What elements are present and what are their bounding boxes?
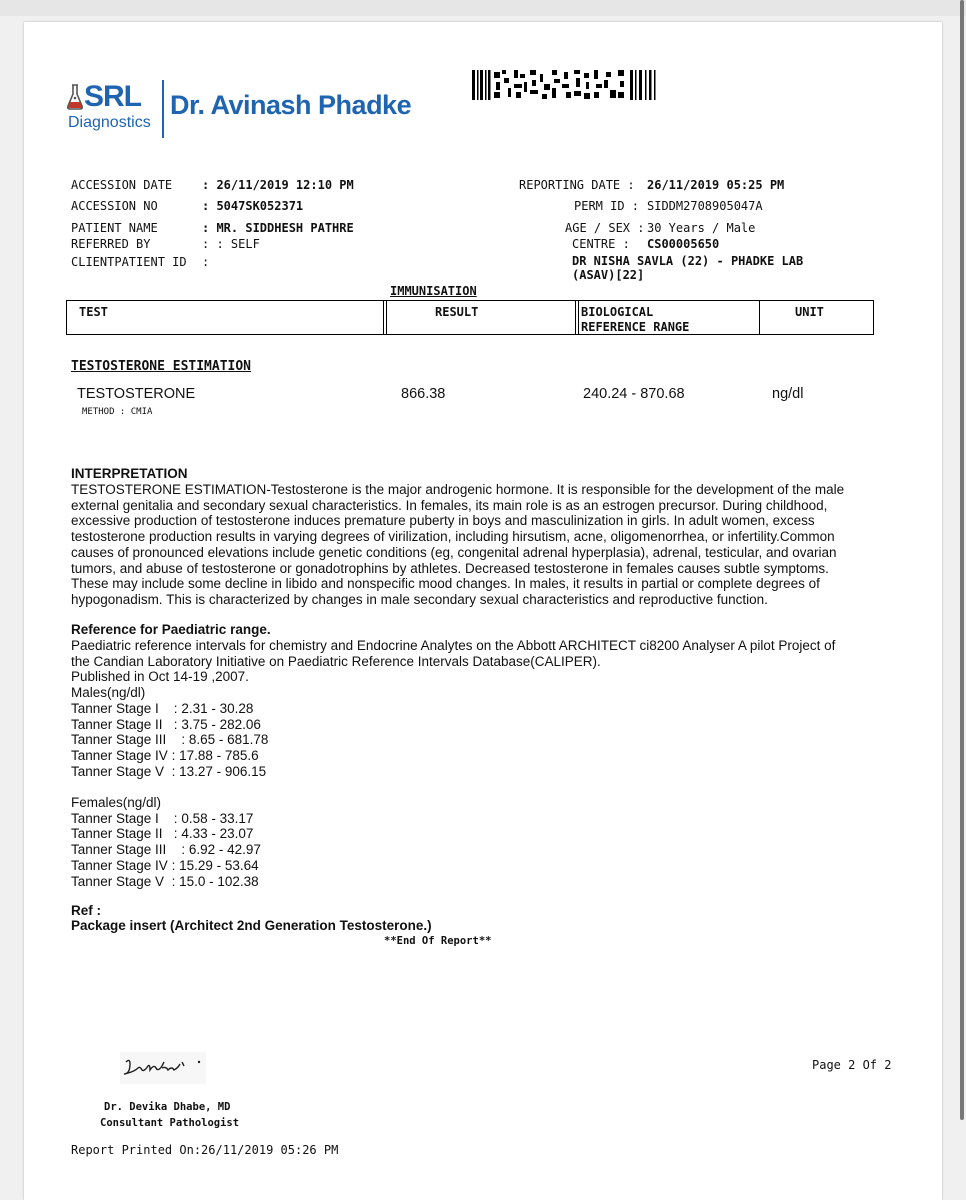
result-test-name: TESTOSTERONE <box>77 386 196 402</box>
scrollbar[interactable] <box>960 0 964 1120</box>
ref-title: Ref : <box>71 903 101 918</box>
column-divider <box>759 301 760 334</box>
interpretation-line: TESTOSTERONE ESTIMATION-Testosterone is the major androgenic hormone. It is responsible for the development of the male <box>71 482 845 497</box>
interpretation-line: tumors, and abuse of testosterone or gonadotrophins by athletes. Decreased testosterone in females causes subtle symptoms. <box>71 560 829 576</box>
age-sex-label: AGE / SEX : <box>565 221 645 235</box>
accession-date-label: ACCESSION DATE <box>71 178 173 192</box>
paediatric-line: Published in Oct 14-19 ,2007. <box>71 669 249 685</box>
barcode <box>472 70 667 100</box>
centre-label: CENTRE : <box>572 237 630 251</box>
srl-logo-subtitle: Diagnostics <box>68 114 151 131</box>
referred-by-value: : : SELF <box>202 237 260 251</box>
age-sex-value: 30 Years / Male <box>647 221 756 235</box>
col-result: RESULT <box>435 305 479 319</box>
report-page <box>24 22 942 1200</box>
paediatric-text <box>71 638 835 889</box>
signature <box>120 1052 206 1084</box>
patient-name-label: PATIENT NAME <box>71 221 158 235</box>
paediatric-line: Paediatric reference intervals for chemistry and Endocrine Analytes on the Abbott ARCHITECT ci8200 Analyser A pilot Project of <box>71 638 836 653</box>
logo-divider <box>162 80 164 138</box>
spacer <box>71 779 835 795</box>
pathologist-name: Dr. Devika Dhabe, MD <box>104 1101 231 1113</box>
col-range-line1: BIOLOGICAL <box>581 305 654 319</box>
reporting-date-value: 26/11/2019 05:25 PM <box>647 178 785 192</box>
males-stage: Tanner Stage IV : 17.88 - 785.6 <box>71 747 259 763</box>
referring-doctor-line1: DR NISHA SAVLA (22) - PHADKE LAB <box>572 254 804 268</box>
males-stage: Tanner Stage I : 2.31 - 30.28 <box>71 700 254 716</box>
accession-no-value: : 5047SK052371 <box>202 199 304 213</box>
section-title: IMMUNISATION <box>390 284 477 298</box>
client-patient-id-value: : <box>202 255 210 269</box>
males-stage: Tanner Stage V : 13.27 - 906.15 <box>71 763 267 779</box>
interpretation-line: external genitalia and secondary sexual characteristics. In females, its main role is as an estrogen precursor. During childhood, <box>71 497 828 513</box>
perm-id-value: SIDDM2708905047A <box>647 199 763 213</box>
result-unit: ng/dl <box>772 386 804 402</box>
patient-name-value: : MR. SIDDHESH PATHRE <box>202 221 354 235</box>
column-divider <box>383 301 387 334</box>
females-stage: Tanner Stage I : 0.58 - 33.17 <box>71 810 254 826</box>
interpretation-line: testosterone production results in varying degrees of virilization, including hirsutism, acne, oligomenorrhea, or infertility.Common <box>71 529 835 545</box>
pathologist-title: Consultant Pathologist <box>100 1117 240 1129</box>
interpretation-line: causes of pronounced elevations include genetic conditions (eg, congenital adrenal hyperplasia), adrenal, testicular, and ovarian <box>71 544 837 560</box>
interpretation-text <box>71 482 844 608</box>
lab-name-logo: Dr. Avinash Phadke <box>170 90 412 120</box>
srl-logo-text: SRL <box>84 80 141 113</box>
accession-no-label: ACCESSION NO <box>71 199 158 213</box>
females-stage: Tanner Stage III : 6.92 - 42.97 <box>71 842 261 858</box>
interpretation-line: hypogonadism. This is characterized by changes in male secondary sexual characteristics and reproductive function. <box>71 591 768 607</box>
reporting-date-label: REPORTING DATE : <box>519 178 635 192</box>
result-reference-range: 240.24 - 870.68 <box>583 386 685 402</box>
ref-text: Package insert (Architect 2nd Generation Testosterone.) <box>71 918 432 933</box>
interpretation-title: INTERPRETATION <box>71 466 188 481</box>
males-stage: Tanner Stage II : 3.75 - 282.06 <box>71 716 261 732</box>
end-of-report: **End Of Report** <box>384 935 492 947</box>
report-printed: Report Printed On:26/11/2019 05:26 PM <box>71 1143 339 1157</box>
result-value: 866.38 <box>401 386 446 402</box>
flask-icon <box>66 84 84 110</box>
males-stage: Tanner Stage III : 8.65 - 681.78 <box>71 732 269 748</box>
interpretation-line: excessive production of testosterone induces premature puberty in boys and masculinization in girls. In adult women, excess <box>71 513 815 529</box>
females-stage: Tanner Stage IV : 15.29 - 53.64 <box>71 857 259 873</box>
client-patient-id-label: CLIENTPATIENT ID <box>71 255 187 269</box>
results-table-header <box>66 300 874 335</box>
females-stage: Tanner Stage II : 4.33 - 23.07 <box>71 826 254 842</box>
interpretation-line: These may include some decline in libido and nonspecific mood changes. In males, it results in partial or complete degrees of <box>71 576 820 592</box>
result-method: METHOD : CMIA <box>82 407 153 417</box>
females-title: Females(ng/dl) <box>71 795 162 811</box>
col-range-line2: REFERENCE RANGE <box>581 320 690 334</box>
col-test: TEST <box>79 305 108 319</box>
signature-image <box>120 1052 206 1084</box>
paediatric-title: Reference for Paediatric range. <box>71 622 271 637</box>
referring-doctor-line2: (ASAV)[22] <box>572 268 645 282</box>
males-title: Males(ng/dl) <box>71 685 146 701</box>
accession-date-value: : 26/11/2019 12:10 PM <box>202 178 354 192</box>
centre-value: CS00005650 <box>647 237 720 251</box>
viewer-top-bar <box>0 0 966 16</box>
test-group-title: TESTOSTERONE ESTIMATION <box>71 359 252 374</box>
page-number: Page 2 Of 2 <box>812 1058 892 1072</box>
column-divider <box>575 301 579 334</box>
females-stage: Tanner Stage V : 15.0 - 102.38 <box>71 873 259 889</box>
perm-id-label: PERM ID : <box>574 199 640 213</box>
referred-by-label: REFERRED BY <box>71 237 151 251</box>
paediatric-line: the Candian Laboratory Initiative on Paediatric Reference Intervals Database(CALIPER). <box>71 653 601 669</box>
col-unit: UNIT <box>795 305 824 319</box>
